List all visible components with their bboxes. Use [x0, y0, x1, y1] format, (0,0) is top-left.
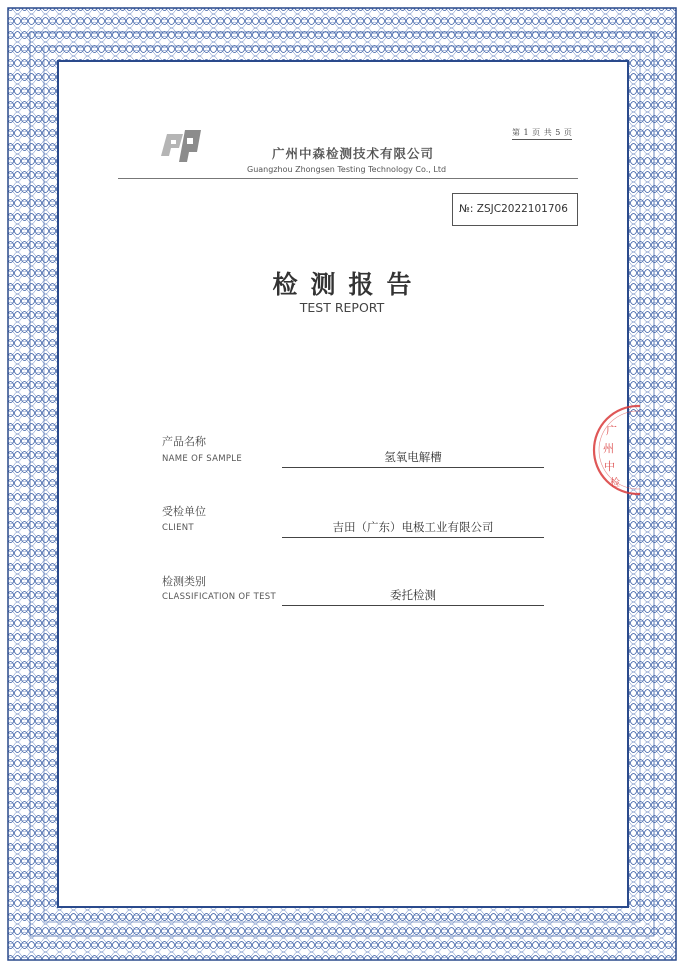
- inner-frame: [57, 60, 629, 908]
- test-classification-label-cn: 检测类别: [162, 575, 206, 588]
- page-counter: 第 1 页 共 5 页: [512, 127, 572, 140]
- svg-text:广: 广: [606, 424, 617, 437]
- svg-text:中: 中: [604, 460, 615, 473]
- test-classification-value: 委托检测: [282, 587, 544, 606]
- report-title-en: TEST REPORT: [299, 300, 385, 315]
- svg-text:检: 检: [610, 478, 620, 489]
- client-value: 吉田（广东）电极工业有限公司: [282, 519, 544, 538]
- client-label-cn: 受检单位: [162, 505, 206, 518]
- svg-text:州: 州: [603, 442, 614, 455]
- official-seal-stamp: [590, 400, 640, 500]
- sample-name-label-cn: 产品名称: [162, 435, 206, 448]
- company-name-cn: 广州中森检测技术有限公司: [272, 146, 435, 161]
- report-number: №: ZSJC2022101706: [452, 193, 578, 226]
- test-classification-label-en: CLASSIFICATION OF TEST: [162, 592, 276, 602]
- header-divider: [118, 178, 578, 179]
- client-label-en: CLIENT: [162, 523, 194, 533]
- sample-name-value: 氢氧电解槽: [282, 449, 544, 468]
- report-title-cn: 检测报告: [272, 270, 425, 299]
- sample-name-label-en: NAME OF SAMPLE: [162, 454, 242, 464]
- company-name-en: Guangzhou Zhongsen Testing Technology Co., Ltd: [247, 165, 447, 174]
- company-logo-icon: [157, 122, 207, 172]
